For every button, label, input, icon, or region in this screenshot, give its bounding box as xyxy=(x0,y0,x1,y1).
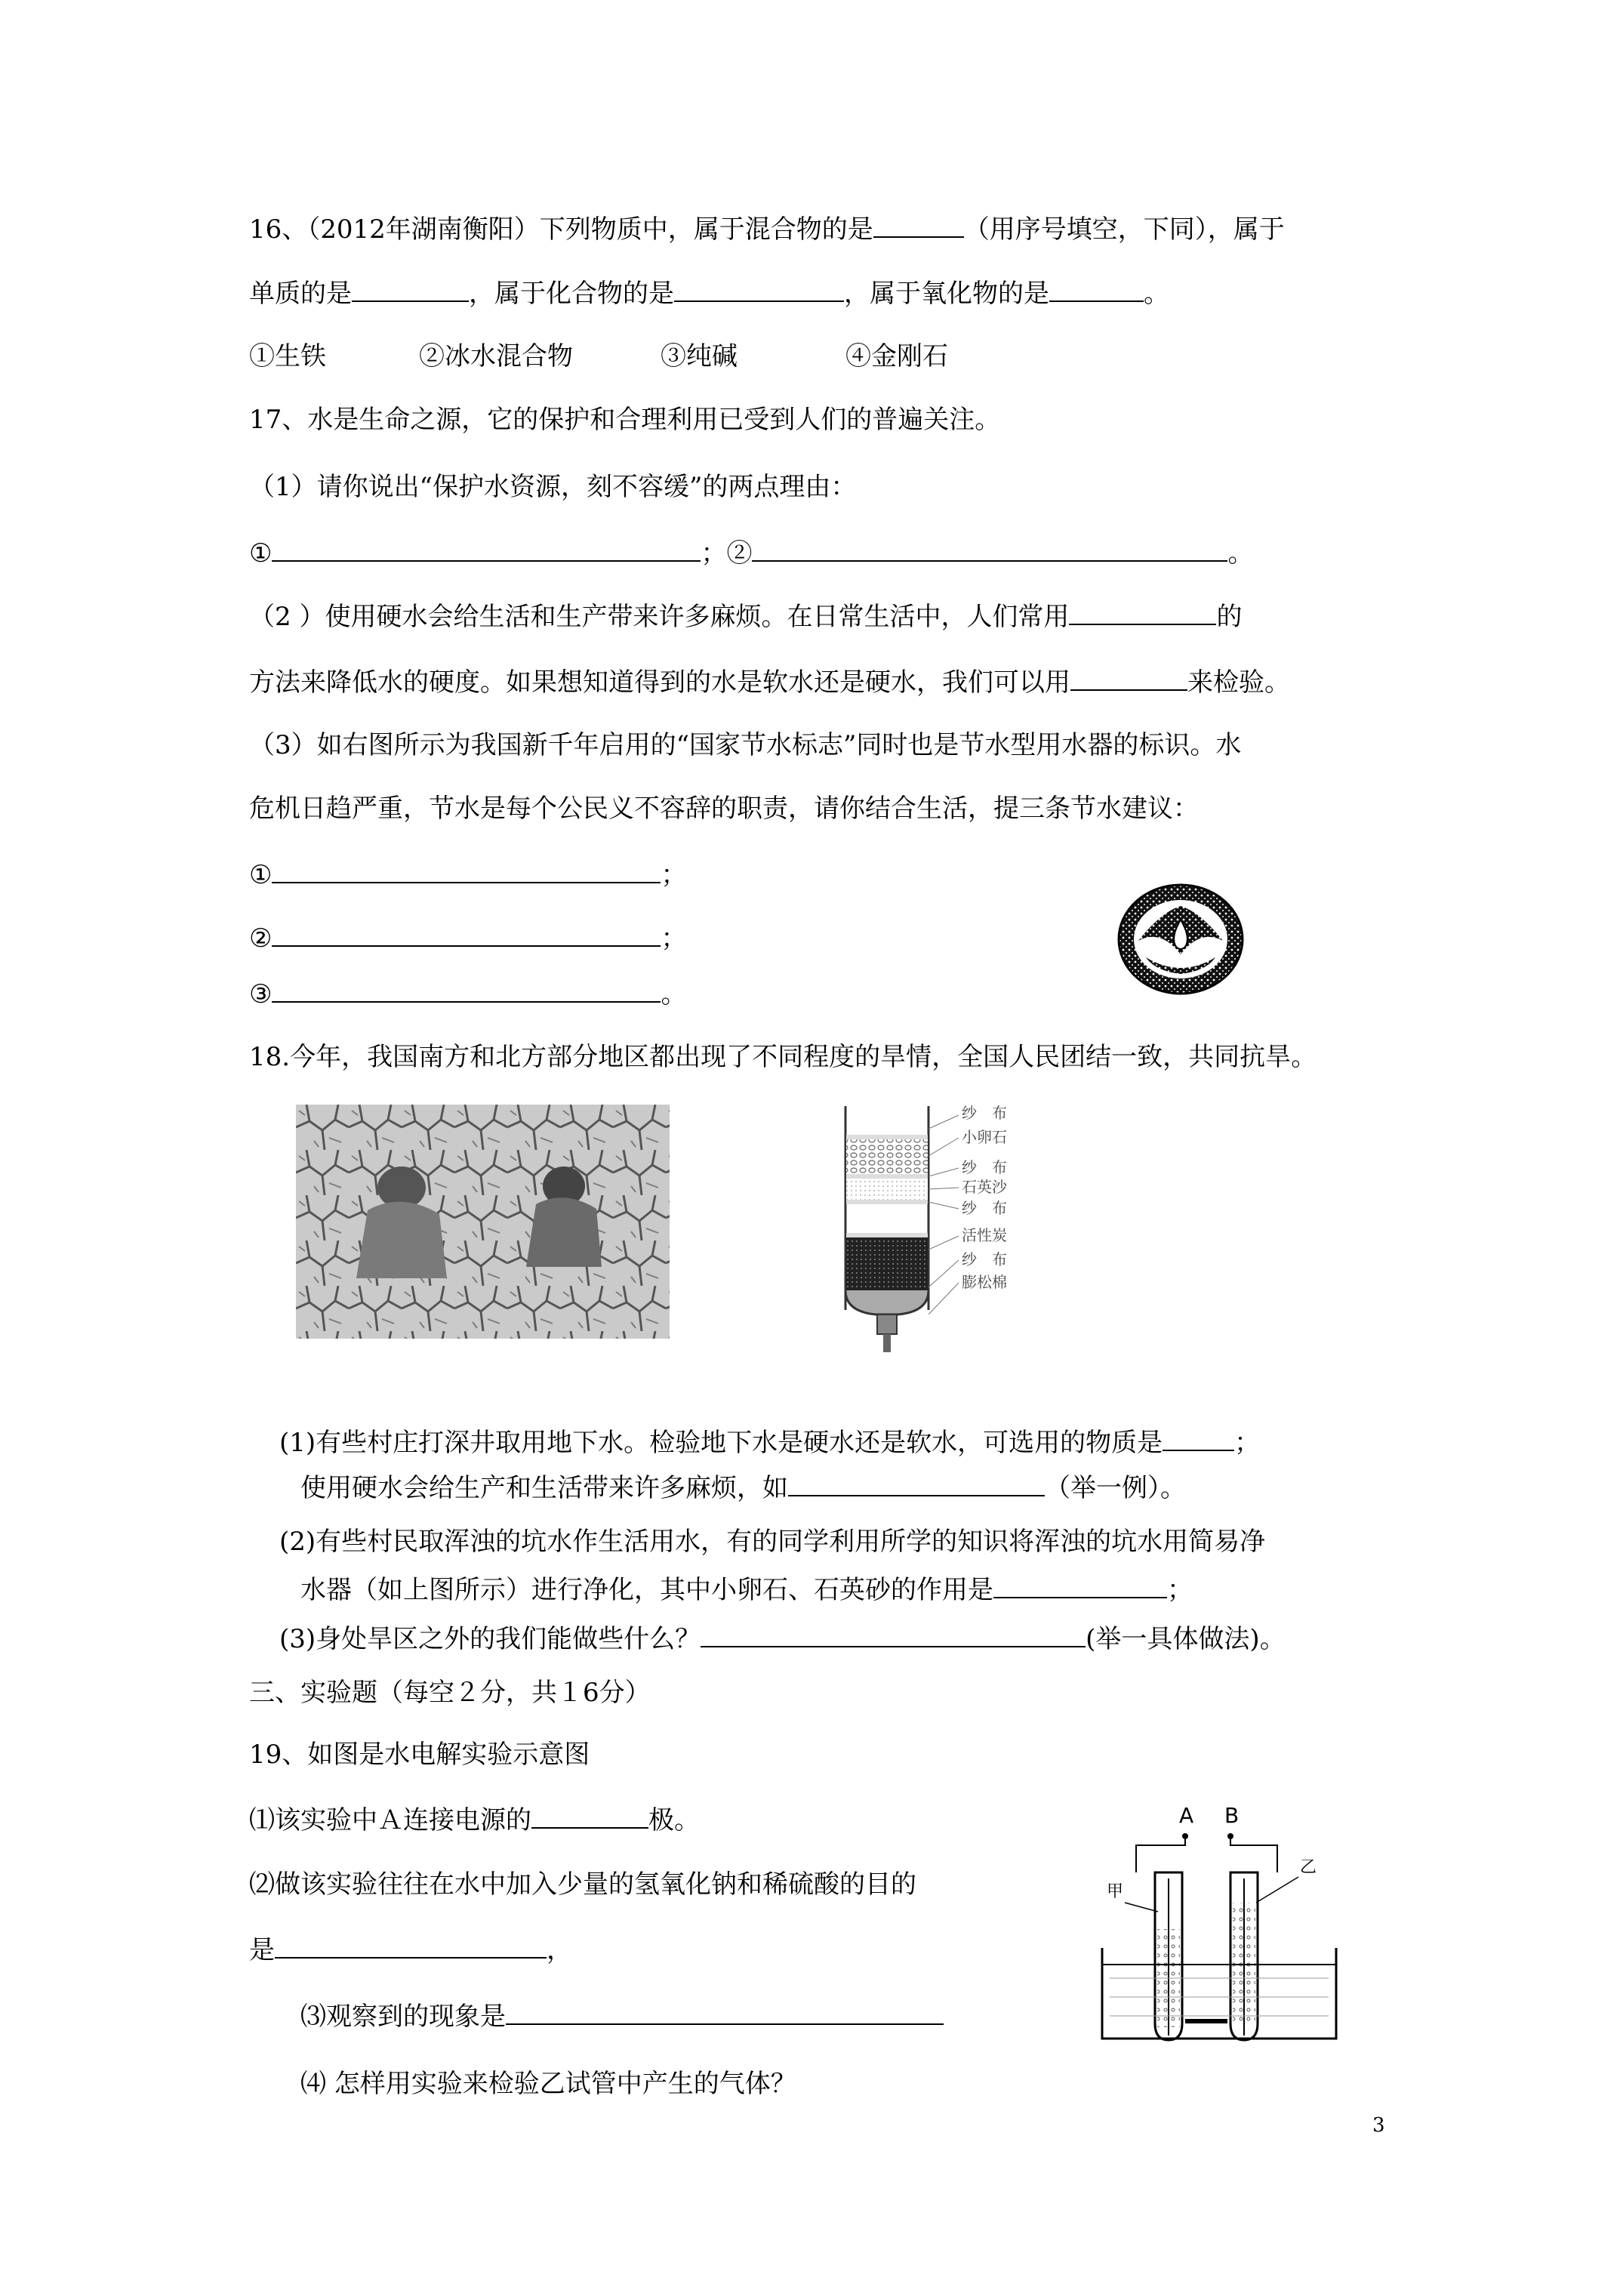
water-saving-logo-icon xyxy=(1116,882,1246,997)
filter-label-pebbles: 小卵石 xyxy=(962,1128,1007,1146)
q17-sub2-line-2: 方法来降低水的硬度。如果想知道得到的水是软水还是硬水，我们可以用 来检验。 xyxy=(249,667,1290,698)
filter-label-gauze-4: 纱 布 xyxy=(962,1250,1007,1268)
q16-blank-mixture[interactable] xyxy=(873,214,964,238)
q17-blank-suggestion-1[interactable] xyxy=(272,859,661,883)
page-number: 3 xyxy=(1372,2114,1385,2137)
q19-blank-observation[interactable] xyxy=(506,2001,944,2025)
q19-blank-purpose[interactable] xyxy=(275,1934,547,1959)
q17-suggestion-1: ① ； xyxy=(249,860,687,890)
q18-blank-pebble-sand-function[interactable] xyxy=(993,1574,1167,1598)
q19-sub2-line-1: ⑵做该实验往往在水中加入少量的氢氧化钠和稀硫酸的目的 xyxy=(249,1869,916,1900)
q19-stem: 19、如图是水电解实验示意图 xyxy=(249,1740,590,1770)
q18-sub3: (3)身处旱区之外的我们能做些什么？ (举一具体做法)。 xyxy=(279,1624,1286,1654)
simple-water-filter-diagram xyxy=(823,1099,1079,1355)
q19-blank-electrode[interactable] xyxy=(531,1804,648,1829)
q17-blank-reason-2[interactable] xyxy=(752,538,1227,562)
q18-sub2-line-2: 水器（如上图所示）进行净化，其中小卵石、石英砂的作用是 ； xyxy=(300,1575,1193,1605)
q18-stem: 18.今年，我国南方和北方部分地区都出现了不同程度的旱情，全国人民团结一致，共同抗旱。 xyxy=(249,1042,1317,1072)
q16-option-1: ①生铁 xyxy=(249,341,326,371)
q19-sub4: ⑷ 怎样用实验来检验乙试管中产生的气体？ xyxy=(300,2069,796,2099)
q17-blank-softening-method[interactable] xyxy=(1069,601,1216,625)
q19-sub1: ⑴该实验中Ａ连接电源的 极。 xyxy=(249,1805,700,1835)
q17-sub3-line-1: （3）如右图所示为我国新千年启用的“国家节水标志”同时也是节水型用水器的标识。水 xyxy=(249,730,1242,760)
q18-sub1-line-1: (1)有些村庄打深井取用地下水。检验地下水是硬水还是软水，可选用的物质是 ； xyxy=(279,1428,1261,1458)
q17-sub3-line-2: 危机日趋严重，节水是每个公民义不容辞的职责，请你结合生活，提三条节水建议： xyxy=(249,794,1199,824)
q16-blank-compound[interactable] xyxy=(674,278,844,302)
drought-cracked-earth-image xyxy=(296,1105,670,1339)
q18-blank-hard-water-example[interactable] xyxy=(788,1472,1045,1496)
q16-options xyxy=(249,341,948,371)
q18-blank-action[interactable] xyxy=(701,1623,1086,1647)
q18-blank-test-substance[interactable] xyxy=(1163,1427,1234,1451)
q17-sub1: （1）请你说出“保护水资源，刻不容缓”的两点理由： xyxy=(249,472,857,502)
filter-label-gauze-3: 纱 布 xyxy=(962,1199,1007,1217)
water-electrolysis-diagram xyxy=(1079,1797,1366,2054)
q16-blank-element[interactable] xyxy=(352,278,469,302)
filter-label-gauze-1: 纱 布 xyxy=(962,1104,1007,1122)
q17-blank-suggestion-2[interactable] xyxy=(272,923,661,947)
section-3-heading: 三、实验题（每空２分，共１6分） xyxy=(249,1678,651,1708)
q17-sub2-line-1: （2 ）使用硬水会给生活和生产带来许多麻烦。在日常生活中，人们常用 的 xyxy=(249,602,1243,632)
q16-line-1: 16、（2012年湖南衡阳）下列物质中，属于混合物的是 （用序号填空，下同），属于 xyxy=(249,214,1285,245)
q18-sub1-line-2: 使用硬水会给生产和生活带来许多麻烦，如 （举一例）。 xyxy=(300,1473,1186,1503)
filter-label-quartz-sand: 石英沙 xyxy=(962,1178,1007,1196)
q16-option-3: ③纯碱 xyxy=(661,341,738,371)
q16-blank-oxide[interactable] xyxy=(1049,278,1144,302)
q17-sub1-answers: ① ；② 。 xyxy=(249,538,1254,569)
q17-suggestion-3: ③ 。 xyxy=(249,979,687,1009)
tube-label-yi: 乙 xyxy=(1300,1858,1317,1877)
electrode-label-B: B xyxy=(1224,1803,1240,1828)
q19-sub3: ⑶观察到的现象是 xyxy=(300,2001,944,2032)
q17-blank-test-reagent[interactable] xyxy=(1070,667,1187,691)
filter-label-cotton: 膨松棉 xyxy=(962,1273,1007,1291)
tube-label-jia: 甲 xyxy=(1107,1882,1124,1901)
q17-blank-suggestion-3[interactable] xyxy=(272,978,661,1003)
q16-line-2: 单质的是 ，属于化合物的是 ，属于氧化物的是 。 xyxy=(249,279,1169,309)
q19-sub2-line-2: 是 ， xyxy=(249,1935,572,1965)
q17-blank-reason-1[interactable] xyxy=(272,538,701,562)
filter-label-gauze-2: 纱 布 xyxy=(962,1158,1007,1176)
q17-stem: 17、水是生命之源，它的保护和合理利用已受到人们的普遍关注。 xyxy=(249,405,1001,435)
q16-option-2: ②冰水混合物 xyxy=(419,341,573,371)
q16-option-4: ④金刚石 xyxy=(845,341,948,371)
electrode-label-A: A xyxy=(1179,1803,1194,1828)
q18-sub2-line-1: (2)有些村民取浑浊的坑水作生活用水，有的同学利用所学的知识将浑浊的坑水用简易净 xyxy=(279,1527,1266,1557)
filter-label-activated-carbon: 活性炭 xyxy=(962,1226,1007,1244)
q17-suggestion-2: ② ； xyxy=(249,923,687,954)
